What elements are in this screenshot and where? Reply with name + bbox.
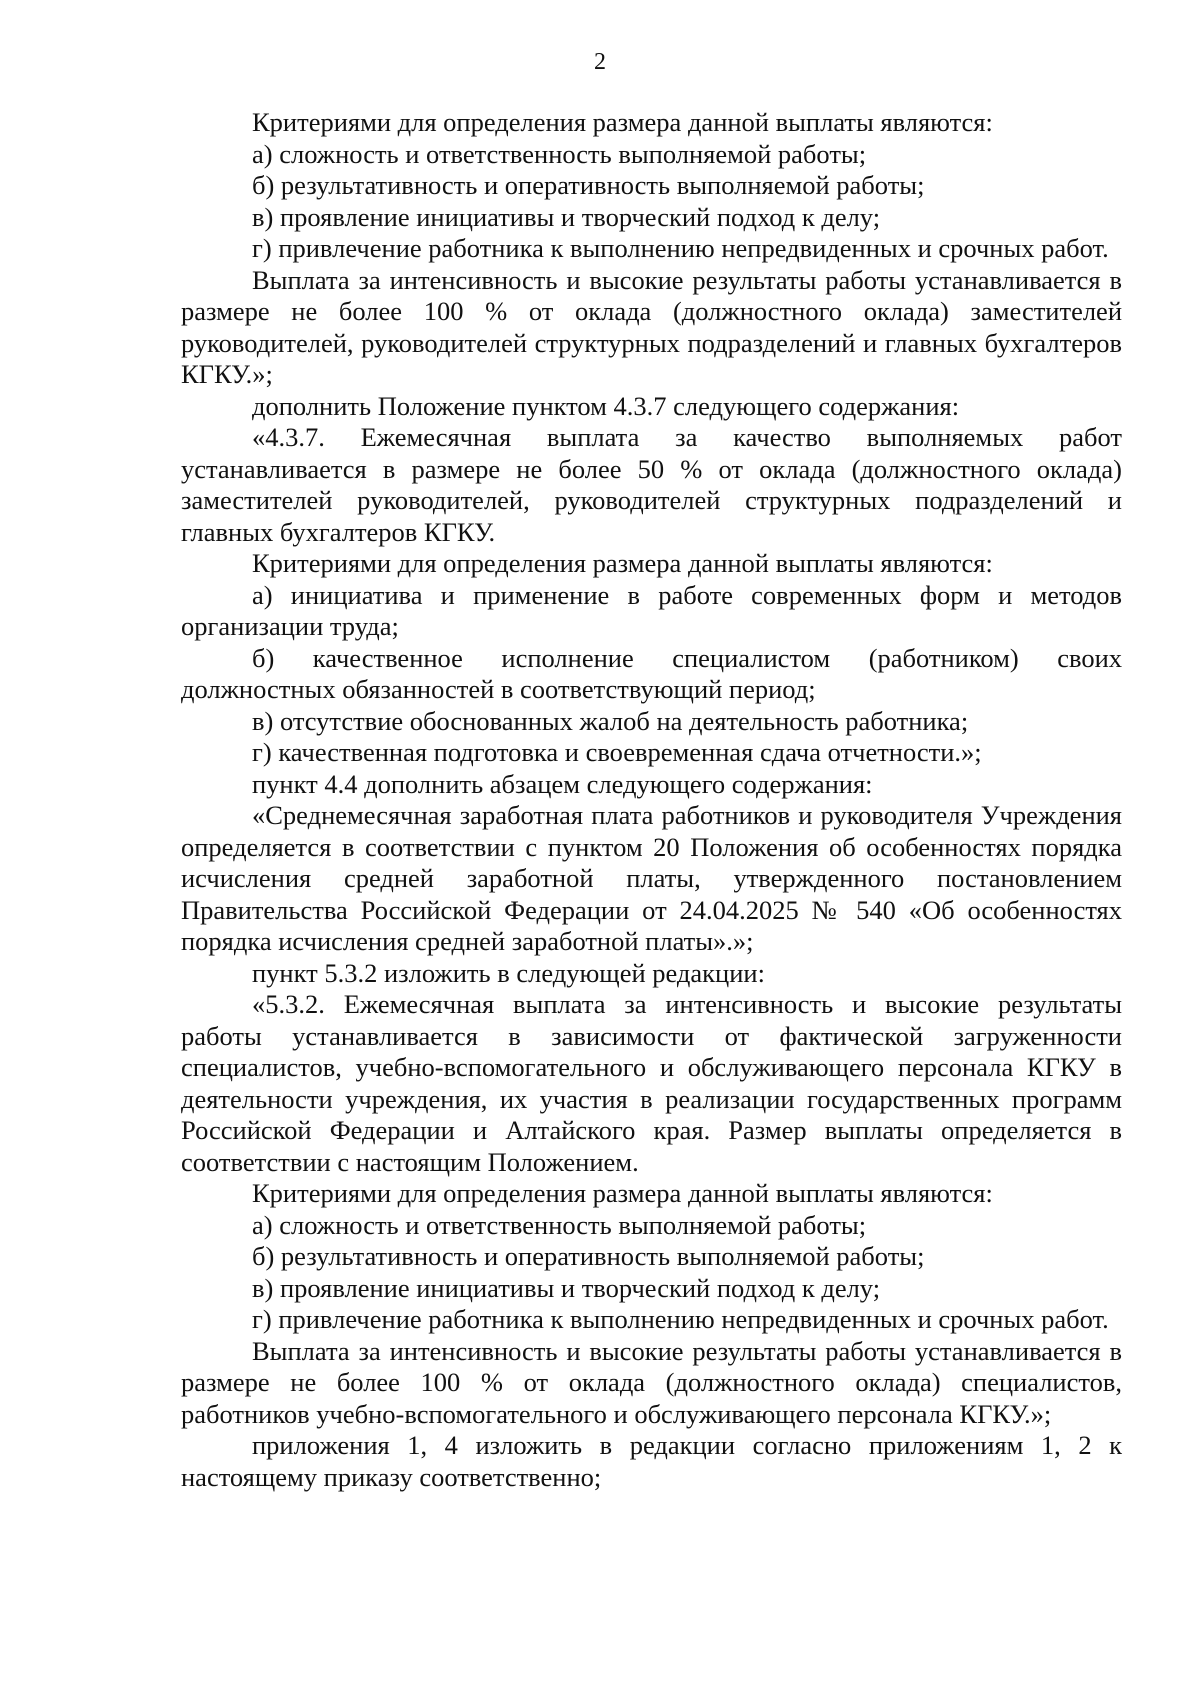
paragraph: Критериями для определения размера данной выплаты являются: [252,107,993,137]
paragraph: дополнить Положение пунктом 4.3.7 следующего содержания: [252,390,960,421]
paragraph: а) сложность и ответственность выполняемой работы; [252,1209,867,1240]
paragraph: б) результативность и оперативность выполняемой работы; [252,1241,925,1271]
paragraph: г) привлечение работника к выполнению непредвиденных и срочных работ. [252,233,1109,263]
paragraph: «5.3.2. Ежемесячная выплата за интенсивность и высокие результаты работы устанавливается в зависимости от фактической загруженности специалистов, учебно-вспомогательного и обслуживающего персонала КГКУ в деятельности учреждения, их участия в реализации государственных программ Российской Федерации и Алтайского края. Размер выплаты определяется в соответствии с настоящим Положением. [181,989,1122,1177]
paragraph: в) проявление инициативы и творческий подход к делу; [252,1272,881,1303]
paragraph: пункт 4.4 дополнить абзацем следующего содержания: [252,768,873,799]
paragraph: б) качественное исполнение специалистом (работником) своих должностных обязанностей в соответствующий период; [181,642,1122,704]
paragraph: в) отсутствие обоснованных жалоб на деятельность работника; [252,705,969,736]
paragraph: в) проявление инициативы и творческий подход к делу; [252,201,881,232]
page-number: 2 [594,49,606,75]
paragraph: г) привлечение работника к выполнению непредвиденных и срочных работ. [252,1304,1109,1334]
paragraph: «Среднемесячная заработная плата работников и руководителя Учреждения определяется в соответствии с пунктом 20 Положения об особенностях порядка исчисления средней заработной платы, утвержденного постановлением Правительства Российской Федерации от 24.04.2025 № 540 «Об особенностях порядка исчисления средней заработной платы».»; [181,800,1122,956]
paragraph: Выплата за интенсивность и высокие результаты работы устанавливается в размере не более 100 % от оклада (должностного оклада) заместителей руководителей, руководителей структурных подразделений и главных бухгалтеров КГКУ.»; [181,264,1122,389]
document-body [181,107,1122,1493]
paragraph: б) результативность и оперативность выполняемой работы; [252,170,925,200]
paragraph: приложения 1, 4 изложить в редакции согласно приложениям 1, 2 к настоящему приказу соответственно; [181,1430,1122,1492]
paragraph: г) качественная подготовка и своевременная сдача отчетности.»; [252,737,982,767]
paragraph: а) инициатива и применение в работе современных форм и методов организации труда; [181,579,1122,641]
paragraph: «4.3.7. Ежемесячная выплата за качество выполняемых работ устанавливается в размере не более 50 % от оклада (должностного оклада) заместителей руководителей, руководителей структурных подразделений и главных бухгалтеров КГКУ. [181,422,1122,547]
paragraph: Критериями для определения размера данной выплаты являются: [252,1178,993,1208]
paragraph: Выплата за интенсивность и высокие результаты работы устанавливается в размере не более 100 % от оклада (должностного оклада) специалистов, работников учебно-вспомогательного и обслуживающего персонала КГКУ.»; [181,1335,1122,1429]
paragraph: а) сложность и ответственность выполняемой работы; [252,138,867,169]
paragraph: Критериями для определения размера данной выплаты являются: [252,548,993,578]
paragraph: пункт 5.3.2 изложить в следующей редакции: [252,957,765,988]
